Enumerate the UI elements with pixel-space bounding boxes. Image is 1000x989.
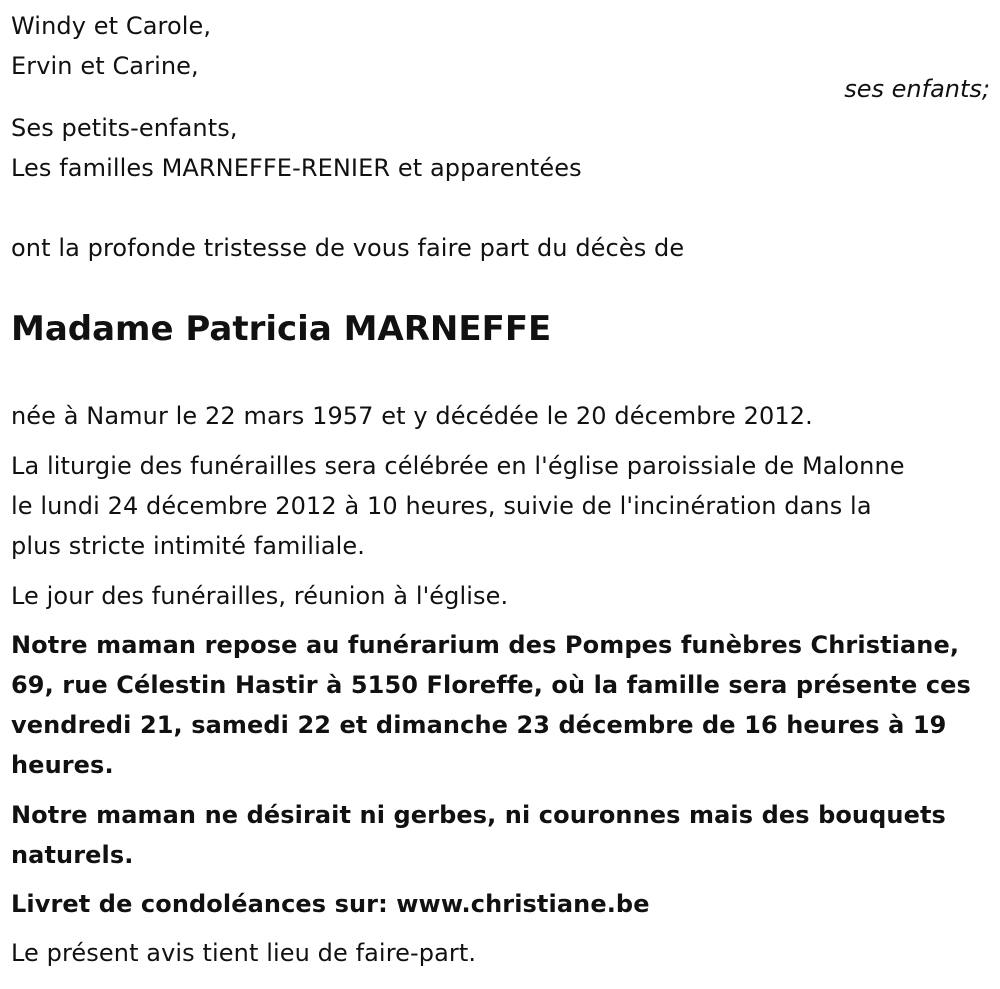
notice-line: Le présent avis tient lieu de faire-part. — [11, 939, 477, 967]
funerarium-line-2: 69, rue Célestin Hastir à 5150 Floreffe, où la famille sera présente ces — [11, 671, 971, 699]
liturgy-line-3: plus stricte intimité familiale. — [11, 532, 366, 560]
children-line-1: Windy et Carole, — [11, 12, 212, 40]
liturgy-line-2: le lundi 24 décembre 2012 à 10 heures, suivie de l'incinération dans la — [11, 492, 872, 520]
children-line-2: Ervin et Carine, — [11, 52, 199, 80]
grandchildren-line: Ses petits-enfants, — [11, 114, 238, 142]
funerarium-line-4: heures. — [11, 751, 114, 779]
flowers-line-2: naturels. — [11, 841, 134, 869]
flowers-line-1: Notre maman ne désirait ni gerbes, ni couronnes mais des bouquets — [11, 801, 946, 829]
condolences-line: Livret de condoléances sur: www.christiane.be — [11, 890, 650, 918]
children-note: ses enfants; — [844, 75, 990, 103]
funerarium-line-3: vendredi 21, samedi 22 et dimanche 23 décembre de 16 heures à 19 — [11, 711, 947, 739]
families-line: Les familles MARNEFFE-RENIER et apparentées — [11, 154, 582, 182]
funerarium-line-1: Notre maman repose au funérarium des Pompes funèbres Christiane, — [11, 631, 960, 659]
announcement-line: ont la profonde tristesse de vous faire part du décès de — [11, 234, 685, 262]
meeting-line: Le jour des funérailles, réunion à l'église. — [11, 582, 509, 610]
liturgy-line-1: La liturgie des funérailles sera célébrée en l'église paroissiale de Malonne — [11, 452, 905, 480]
deceased-name: Madame Patricia MARNEFFE — [11, 309, 552, 349]
birth-death-line: née à Namur le 22 mars 1957 et y décédée le 20 décembre 2012. — [11, 402, 813, 430]
